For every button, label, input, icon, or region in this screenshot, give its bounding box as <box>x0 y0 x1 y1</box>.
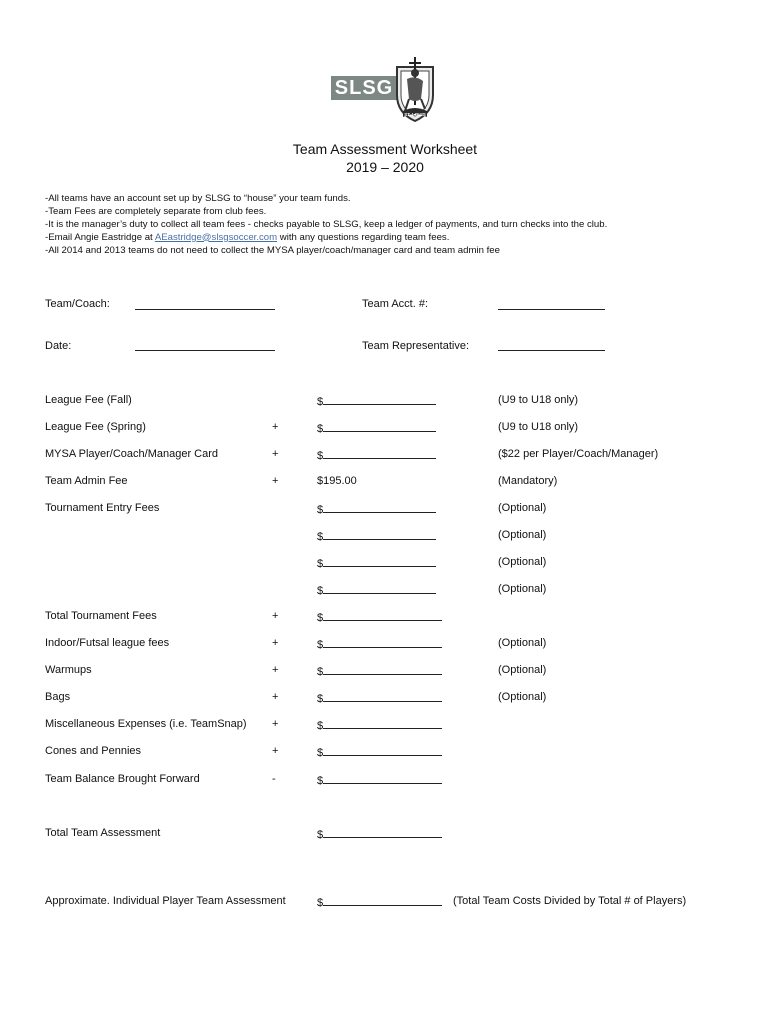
fee-operator: + <box>272 421 279 433</box>
fee-operator: + <box>272 718 279 730</box>
note-line: -Team Fees are completely separate from club fees. <box>45 205 267 217</box>
fee-amount-field[interactable]: $ <box>317 636 442 652</box>
fee-note: (U9 to U18 only) <box>498 421 579 433</box>
note-line: -All teams have an account set up by SLSG to “house” your team funds. <box>45 193 351 204</box>
fee-amount-field[interactable]: $ <box>317 717 442 733</box>
fee-amount-field[interactable]: $ <box>317 393 436 409</box>
total-assessment-field[interactable]: $ <box>317 826 442 842</box>
team-acct-field[interactable] <box>498 309 605 310</box>
fee-label: League Fee (Spring) <box>45 421 146 433</box>
fee-label: MYSA Player/Coach/Manager Card <box>45 448 219 460</box>
fee-amount-field[interactable]: $ <box>317 744 442 760</box>
total-assessment-label: Total Team Assessment <box>45 827 161 839</box>
team-coach-field[interactable] <box>135 309 275 310</box>
fee-label: Team Balance Brought Forward <box>45 773 200 785</box>
team-rep-field[interactable] <box>498 350 605 351</box>
fee-operator: + <box>272 745 279 757</box>
fee-amount-field[interactable]: $ <box>317 528 436 544</box>
fee-note: (Optional) <box>498 529 547 541</box>
fee-operator: + <box>272 691 279 703</box>
fee-amount-field[interactable]: $ <box>317 447 436 463</box>
fee-note: (U9 to U18 only) <box>498 394 579 406</box>
fee-note: ($22 per Player/Coach/Manager) <box>498 448 659 460</box>
fee-note: (Optional) <box>498 502 547 514</box>
fee-note: (Mandatory) <box>498 475 558 487</box>
note-line: -All 2014 and 2013 teams do not need to collect the MYSA player/coach/manager card and team admin fee <box>45 244 500 256</box>
team-coach-label: Team/Coach: <box>45 298 110 310</box>
date-label: Date: <box>45 340 72 352</box>
slsg-logo <box>331 55 435 127</box>
per-player-assessment-field[interactable]: $ <box>317 894 442 910</box>
fee-note: (Optional) <box>498 583 547 595</box>
fee-label: League Fee (Fall) <box>45 394 132 406</box>
fee-label: Tournament Entry Fees <box>45 502 160 514</box>
fee-label: Cones and Pennies <box>45 745 142 757</box>
note-email-suffix: with any questions regarding team fees. <box>277 231 450 243</box>
team-acct-label: Team Acct. #: <box>362 298 429 310</box>
fee-amount-field[interactable]: $ <box>317 609 442 625</box>
fee-operator: + <box>272 448 279 460</box>
fee-amount-field[interactable]: $ <box>317 663 442 679</box>
page-subtitle-year: 2019 – 2020 <box>346 159 424 175</box>
per-player-note: (Total Team Costs Divided by Total # of Players) <box>453 895 687 907</box>
fee-note: (Optional) <box>498 637 547 649</box>
fee-label: Warmups <box>45 664 92 676</box>
email-link[interactable]: AEastridge@slsgsoccer.com <box>154 231 278 243</box>
fee-amount-field[interactable]: $ <box>317 772 442 788</box>
fee-operator: - <box>272 773 276 785</box>
note-email-prefix: -Email Angie Eastridge at <box>45 231 155 243</box>
fee-note: (Optional) <box>498 556 547 568</box>
crest-icon <box>393 55 437 127</box>
logo-wordmark: SLSG <box>331 76 397 100</box>
fee-operator: + <box>272 475 279 487</box>
fee-note: (Optional) <box>498 691 547 703</box>
fee-label: Miscellaneous Expenses (i.e. TeamSnap) <box>45 718 247 730</box>
fee-note: (Optional) <box>498 664 547 676</box>
team-rep-label: Team Representative: <box>362 340 469 352</box>
page-title: Team Assessment Worksheet <box>292 141 478 157</box>
fee-label: Team Admin Fee <box>45 475 128 487</box>
fee-amount-field[interactable]: $ <box>317 420 436 436</box>
date-field[interactable] <box>135 350 275 351</box>
fee-amount-field[interactable]: $ <box>317 501 436 517</box>
fee-label: Bags <box>45 691 71 703</box>
fee-amount-value: $195.00 <box>317 475 357 487</box>
instructions-block <box>45 193 725 258</box>
fee-amount-field[interactable]: $ <box>317 582 436 598</box>
fee-operator: + <box>272 610 279 622</box>
note-line-email <box>45 232 725 245</box>
fee-operator: + <box>272 664 279 676</box>
fee-label: Total Tournament Fees <box>45 610 157 622</box>
crest-banner-text: ST. LOUIS <box>404 112 426 117</box>
fee-amount-field[interactable]: $ <box>317 555 436 571</box>
fee-label: Indoor/Futsal league fees <box>45 637 170 649</box>
note-line: -It is the manager’s duty to collect all team fees - checks payable to SLSG, keep a ledger of payments, and turn checks into the club. <box>45 218 608 230</box>
per-player-assessment-label: Approximate. Individual Player Team Assessment <box>45 895 286 907</box>
fee-amount-field[interactable]: $ <box>317 690 442 706</box>
fee-operator: + <box>272 637 279 649</box>
